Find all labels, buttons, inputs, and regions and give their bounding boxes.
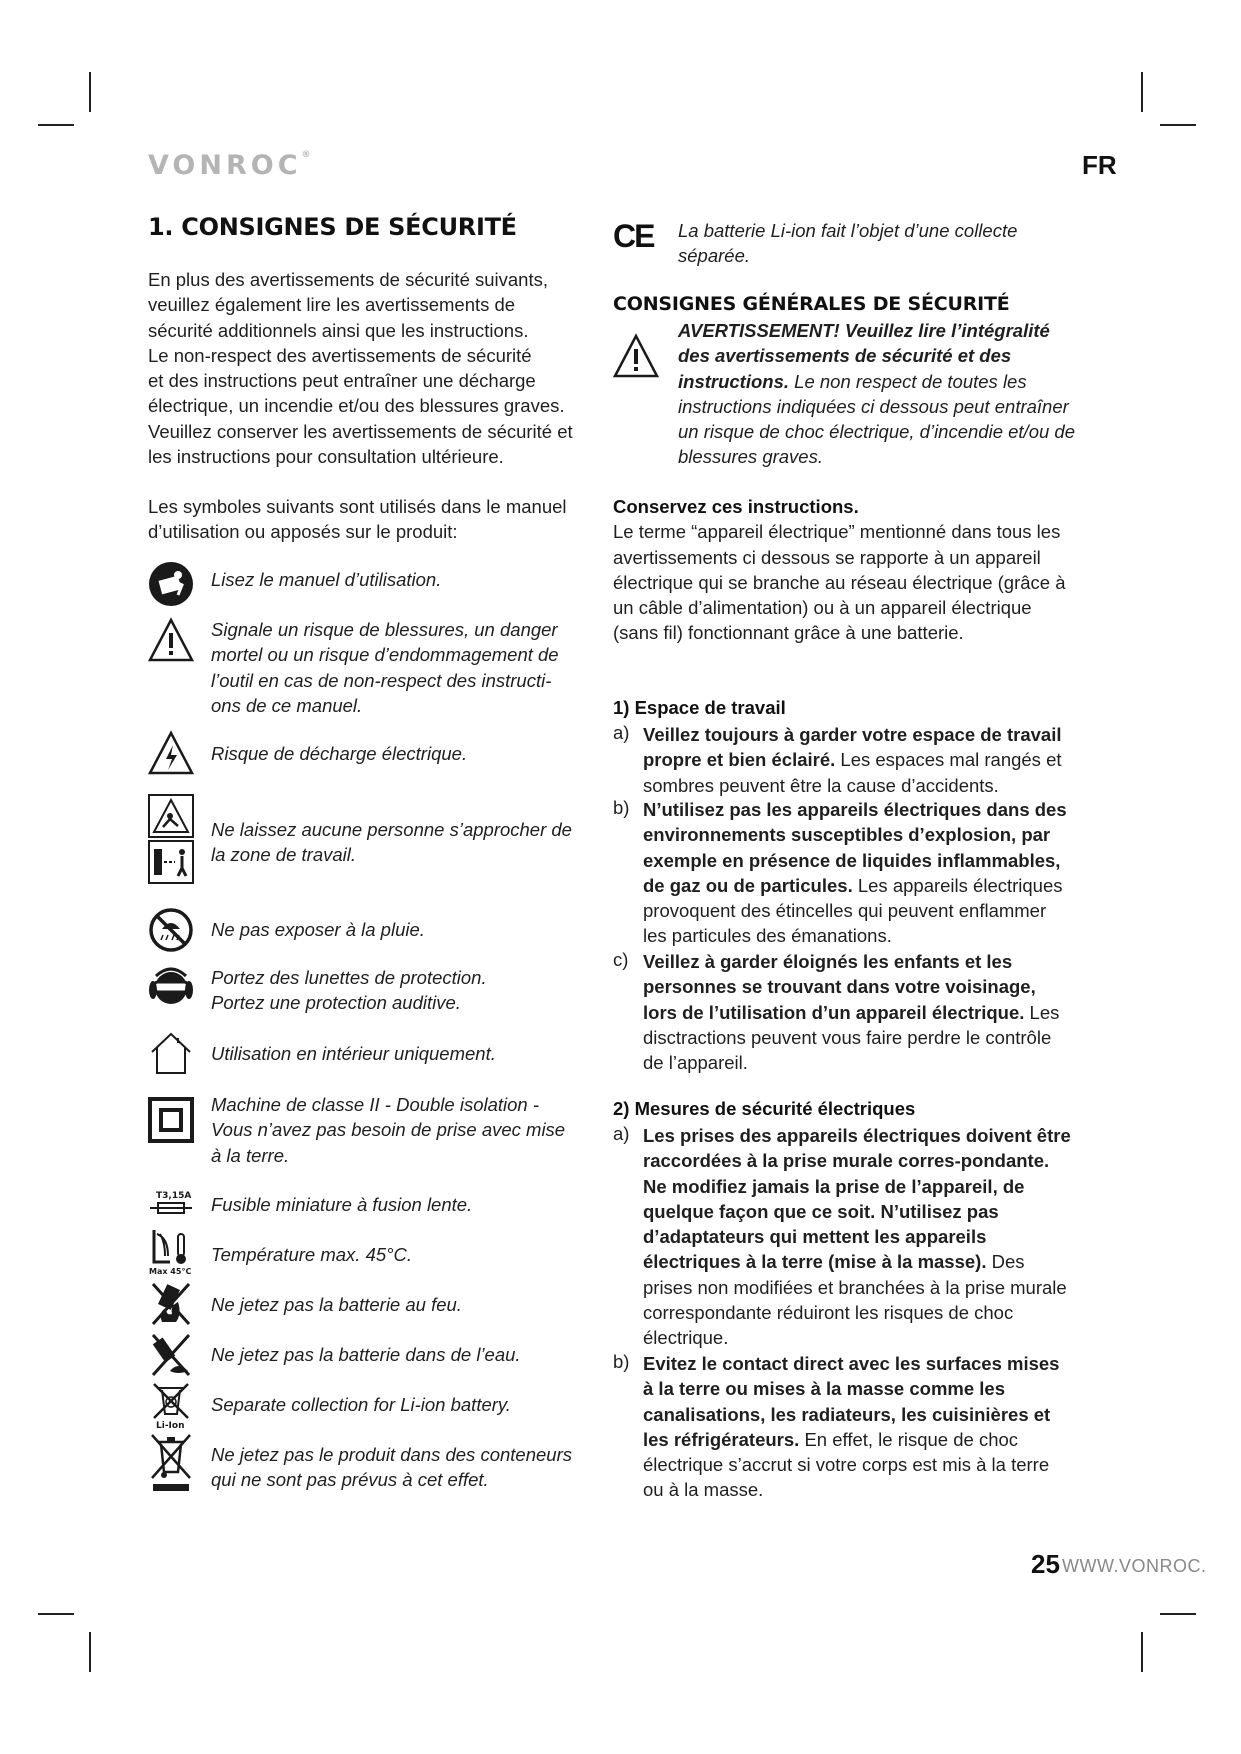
list-item [643,722,1073,798]
section-2-title: 2) Mesures de sécurité électriques [613,1098,916,1119]
svg-text:Li-Ion: Li-Ion [156,1421,185,1430]
crop-mark [38,1613,74,1615]
warning-icon [148,617,194,663]
read-manual-icon [148,561,194,607]
list-item [643,1351,1073,1503]
item-label: b) [613,797,630,818]
temperature-icon [148,1228,194,1276]
keep-distance-icon [148,794,194,884]
item-label: a) [613,1123,630,1144]
item-bold: Evitez le contact direct avec les surfaces mises à la terre ou mises à la masse comme les canalisations, les radiateurs, les cuisinières et les réfrigérateurs. [643,1353,1060,1450]
warning-icon [613,333,659,379]
keep-title: Conservez ces instructions. [613,496,859,517]
keep-text: Le terme “appareil électrique” mentionné dans tous les avertissements ci dessous se rapporte à un appareil électrique qui se branche au réseau électrique (grâce à un câble d’alimentation) ou à un appareil électrique (sans fil) fonctionnant grâce à une batterie. [613,521,1066,644]
list-item [643,797,1073,949]
symbol-text: Ne pas exposer à la pluie. [211,919,425,940]
item-bold: N’utilisez pas les appareils électriques dans des environnements susceptibles d’explosion, par exemple en présence de liquides inflammables, de gaz ou de particules. [643,799,1067,896]
item-text: En effet, le risque de choc électrique s’accrut si votre corps est mis à la terre ou à la masse. [643,1428,1050,1501]
section-1-title: 1) Espace de travail [613,697,786,718]
intro-paragraph: En plus des avertissements de sécurité suivants, veuillez également lire les avertissements de sécurité additionnels ainsi que les instructions. Le non-respect des avertissements de sécurité et des instructions peut entraîner une décharge électrique, un incendie et/ou des blessures graves. Veuillez conserver les avertissements de sécurité et les instructions pour consultation ultérieure. [148,269,573,468]
goggles-earmuffs-icon [148,964,194,1010]
li-ion-bin-icon [148,1380,194,1430]
item-bold: Les prises des appareils électriques doivent être raccordées à la prise murale corres-pondante. Ne modifiez jamais la prise de l’appareil, de quelque façon que ce soit. N’utilisez pas d’adaptateurs qui mettent les appareils électriques à la terre (mise à la masse). [643,1125,1071,1273]
warning-rest: Le non respect de toutes les instructions indiquées ci dessous peut entraîner un risque de choc électrique, d’incendie et/ou de blessures graves. [678,370,1075,468]
no-fire-battery-icon [148,1280,194,1328]
symbols-intro: Les symboles suivants sont utilisés dans le manuel d’utilisation ou apposés sur le produit: [148,496,567,543]
electric-shock-icon [148,730,194,776]
symbol-text: Separate collection for Li-ion battery. [211,1394,511,1415]
warning-text [678,318,1078,470]
item-label: c) [613,949,629,970]
symbol-text: Signale un risque de blessures, un danger mortel ou un risque d’endommagement de l’outil en cas de non-respect des instructi- ons de ce manuel. [211,619,559,716]
crop-mark [1160,1613,1196,1615]
list-item [643,949,1073,1075]
symbol-text: Ne laissez aucune personne s’approcher de la zone de travail. [211,819,572,866]
keep-instructions [613,494,1073,646]
symbol-text: Ne jetez pas la batterie dans de l’eau. [211,1344,521,1365]
item-text: Les espaces mal rangés et sombres peuvent être la cause d’accidents. [643,749,1062,796]
crop-mark [89,72,91,112]
item-label: b) [613,1351,630,1372]
class-ii-icon [148,1097,194,1143]
no-water-battery-icon [148,1331,194,1379]
section-heading: 1. CONSIGNES DE SÉCURITÉ [148,213,517,241]
fuse-icon [148,1187,194,1219]
item-bold: Veillez toujours à garder votre espace de travail propre et bien éclairé. [643,724,1062,771]
symbol-text: Fusible miniature à fusion lente. [211,1194,473,1215]
svg-text:T3,15A: T3,15A [156,1191,192,1201]
crop-mark [1141,1632,1143,1672]
crop-mark [1141,72,1143,112]
item-text: Les appareils électriques provoquent des étincelles qui peuvent enflammer les particules des émanations. [643,874,1063,947]
crop-mark [38,124,74,126]
list-item [643,1123,1073,1351]
no-rain-icon [148,907,194,953]
item-bold: Veillez à garder éloignés les enfants et les personnes se trouvant dans votre voisinage, lors de l’utilisation d’un appareil électrique. [643,951,1036,1023]
symbol-text: Portez des lunettes de protection. Portez une protection auditive. [211,967,487,1014]
item-label: a) [613,722,630,743]
language-code: FR [1082,150,1117,180]
weee-bin-icon [148,1432,194,1492]
symbol-text: Machine de classe II - Double isolation - Vous n’avez pas besoin de prise avec mise à la terre. [211,1094,566,1166]
brand-logo: VONROC® [148,150,311,181]
warning-bold: AVERTISSEMENT! Veuillez lire l’intégralité des avertissements de sécurité et des instructions. [678,320,1050,392]
symbol-text: Utilisation en intérieur uniquement. [211,1043,496,1064]
symbol-text: Ne jetez pas la batterie au feu. [211,1294,462,1315]
general-safety-heading: CONSIGNES GÉNÉRALES DE SÉCURITÉ [613,293,1010,315]
item-text: Des prises non modifiées et branchées à la prise murale correspondante réduiront les risques de choc électrique. [643,1251,1067,1349]
indoor-house-icon [148,1030,194,1076]
symbol-text: Risque de décharge électrique. [211,743,468,764]
svg-text:Max 45°C: Max 45°C [149,1267,192,1276]
ce-text: La batterie Li-ion fait l’objet d’une collecte séparée. [678,220,1018,267]
item-text: Les disctractions peuvent vous faire perdre le contrôle de l’appareil. [643,1001,1060,1074]
crop-mark [89,1632,91,1672]
symbol-text: Lisez le manuel d’utilisation. [211,569,442,590]
symbol-text: Ne jetez pas le produit dans des conteneurs qui ne sont pas prévus à cet effet. [211,1444,572,1491]
page-number: 25 [1031,1549,1060,1579]
website-url: WWW.VONROC. [1062,1556,1207,1576]
crop-mark [1160,124,1196,126]
symbol-text: Température max. 45°C. [211,1244,413,1265]
ce-mark: CE [613,218,654,254]
